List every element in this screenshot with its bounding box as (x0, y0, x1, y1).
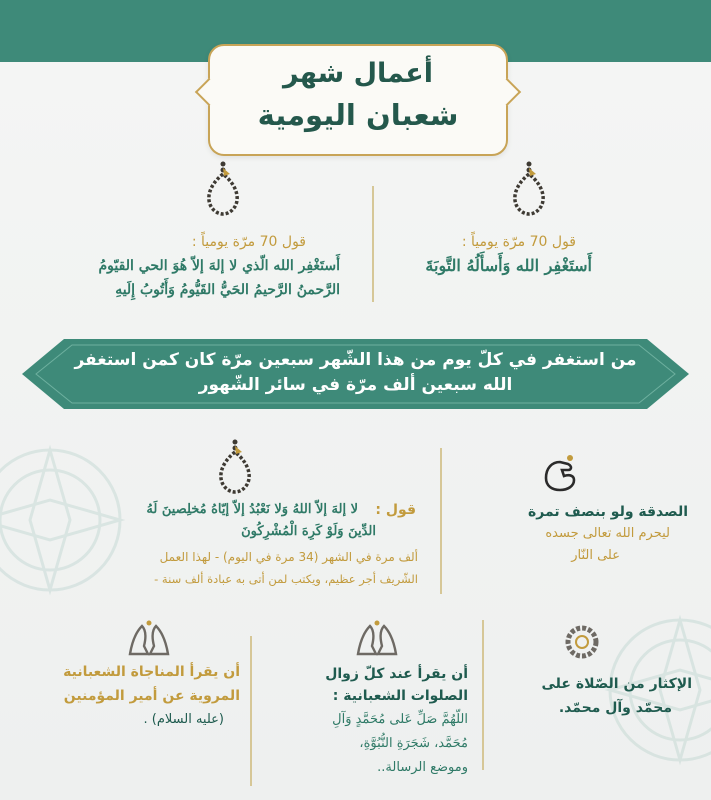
mid-left-note-line-1: ألف مرة في الشهر (34 مرة في اليوم) - لهذا العمل (159, 550, 418, 564)
top-right-dhikr: أَستَغْفِر الله وَأَسأَلُهُ التَّوبَةَ (425, 256, 592, 275)
top-left-dhikr-line-1: أَستَغْفِر الله الّذي لا إلهَ إلاّ هُوَ الحي القيّومُ (98, 258, 340, 274)
title-line-2: شعبان اليومية (257, 98, 459, 132)
top-left-label: قول 70 مرّة يومياً : (191, 234, 306, 250)
bottom-center-line-1: أن يقرأ عند كلّ زوال (325, 666, 468, 682)
mid-left-dhikr-line-1: لا إلهَ إلاّ اللهُ وَلا نَعْبُدُ إلاّ إيّاهُ مُخلِصينَ لَهُ (146, 502, 358, 517)
mid-left-note-line-2: الشّريف أجر عظيم، ويكتب لمن أتى به عبادة ألف سنة - (154, 572, 418, 586)
title-line-1: أعمال شهر (283, 58, 433, 89)
vertical-divider-bottom-left (250, 636, 252, 786)
title-card (208, 44, 508, 156)
praying-hands-icon (354, 618, 400, 658)
bottom-right-line-2: محمّد وآل محمّد. (558, 700, 672, 716)
vertical-divider-top (372, 186, 374, 302)
bottom-right-line-1: الإكثار من الصّلاة على (541, 676, 692, 692)
bottom-left-line-3: (عليه السلام) . (143, 712, 224, 727)
mid-right-line-2: على النّار (571, 548, 620, 563)
mid-left-dhikr-line-2: الدِّينَ وَلَوْ كَرِهَ الْمُشْرِكُونَ (241, 524, 376, 539)
rosary-circle-icon (560, 620, 604, 664)
bottom-left-line-2: المروية عن أمير المؤمنين (63, 688, 240, 704)
bottom-left-line-1: أن يقرأ المناجاة الشعبانية (63, 664, 240, 680)
top-left-dhikr-line-2: الرَّحمنُ الرَّحيمُ الحَيُّ القَيُّومُ وَأَتُوبُ إِلَيهِ (115, 282, 340, 298)
bottom-center-line-4: مُحَمَّد، شَجَرَةِ النُّبُوَّةِ، (359, 736, 468, 751)
prayer-beads-icon (200, 160, 246, 216)
prayer-beads-icon (506, 160, 552, 216)
praying-hands-icon (126, 618, 172, 658)
mid-left-prefix: قول : (375, 502, 416, 518)
vertical-divider-middle (440, 448, 442, 594)
bottom-center-line-5: وموضع الرسالة.. (377, 760, 468, 775)
top-right-label: قول 70 مرّة يومياً : (461, 234, 576, 250)
bottom-center-line-2: الصلوات الشعبانية : (332, 688, 468, 704)
hadith-banner (20, 337, 691, 411)
prayer-beads-icon (212, 438, 258, 494)
mid-right-line-1: ليحرم الله تعالى جسده (545, 526, 670, 541)
bottom-center-line-3: اللّهُمَّ صَلِّ عَلى مُحَمَّدٍ وَآلِ (332, 712, 468, 727)
charity-hand-icon (540, 452, 580, 494)
banner-line-1: من استغفر في كلّ يوم من هذا الشّهر سبعين مرّة كان كمن استغفر (74, 350, 637, 370)
mid-right-heading: الصدقة ولو بنصف تمرة (527, 504, 688, 520)
vertical-divider-bottom-right (482, 620, 484, 770)
banner-line-2: الله سبعين ألف مرّة في سائر الشّهور (198, 375, 513, 395)
